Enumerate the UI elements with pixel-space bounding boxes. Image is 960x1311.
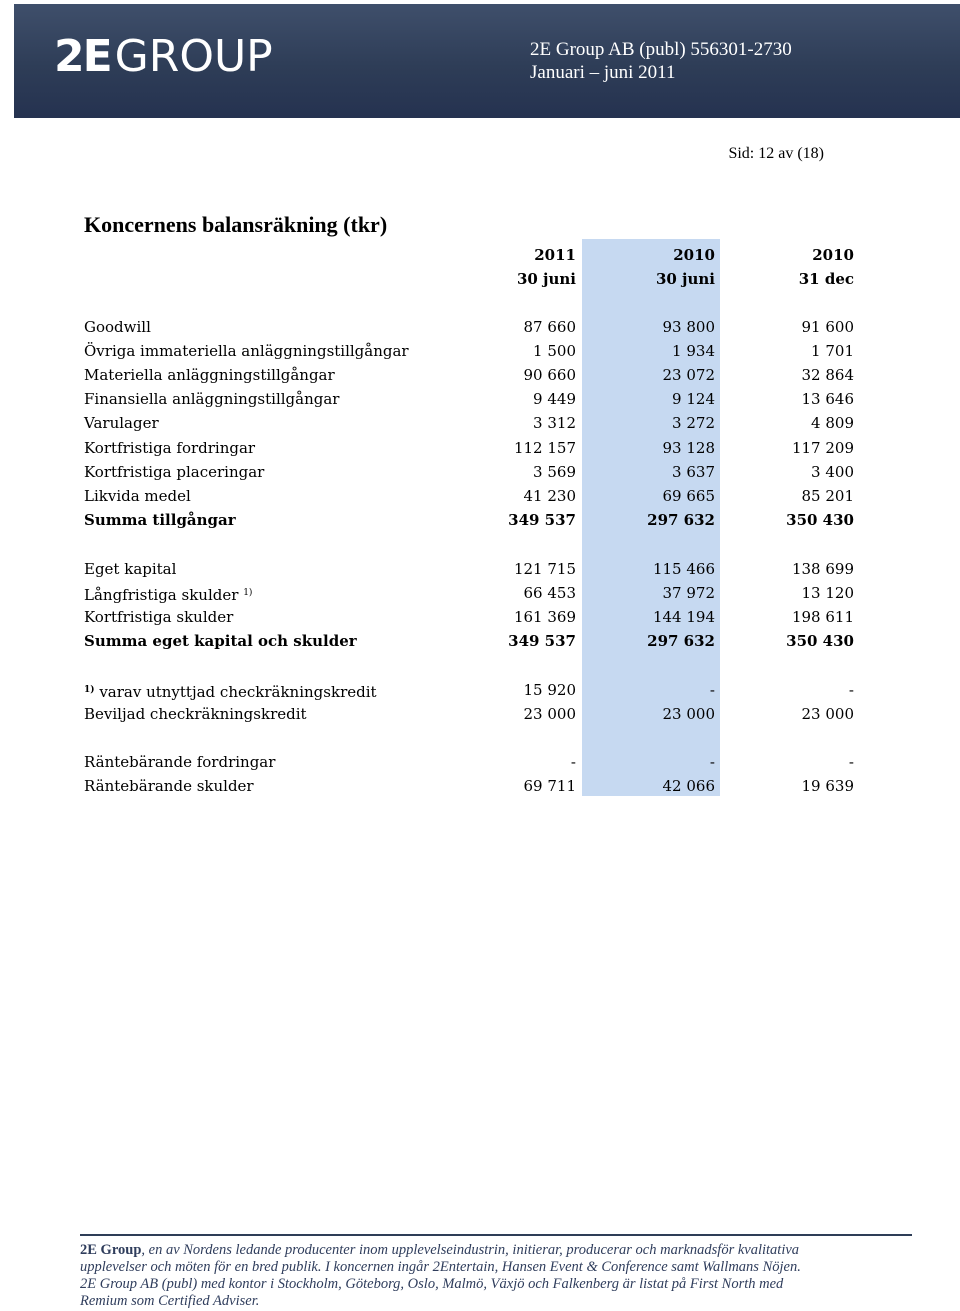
column-date-header — [84, 267, 860, 291]
row-label: Goodwill — [84, 318, 151, 336]
cell-value: 23 000 — [801, 705, 854, 723]
table-row — [84, 460, 860, 484]
row-label: Likvida medel — [84, 487, 191, 505]
footnote-mark: 1) — [84, 685, 95, 695]
footer-divider — [80, 1234, 912, 1236]
table-row — [84, 484, 860, 508]
table-row — [84, 339, 860, 363]
column-date: 31 dec — [798, 270, 854, 288]
cell-value: 69 711 — [523, 777, 576, 795]
row-label-text: Långfristiga skulder — [84, 586, 239, 604]
row-label: Finansiella anläggningstillgångar — [84, 390, 340, 408]
cell-value: - — [709, 753, 715, 771]
cell-value: 19 639 — [801, 777, 854, 795]
footer-line-4: Remium som Certified Adviser. — [80, 1293, 260, 1309]
column-year: 2011 — [534, 246, 576, 264]
cell-value: 9 449 — [533, 390, 576, 408]
footer-line-1-text: , en av Nordens ledande producenter inom upplevelseindustrin, initierar, producerar och marknadsför kvalitativa — [141, 1242, 800, 1258]
cell-value: 32 864 — [801, 366, 854, 384]
cell-value: 13 120 — [801, 584, 854, 602]
cell-value: 85 201 — [801, 487, 854, 505]
company-name-line: 2E Group AB (publ) 556301-2730 — [530, 39, 792, 60]
cell-value: 42 066 — [662, 777, 715, 795]
cell-value: 41 230 — [523, 487, 576, 505]
row-label — [84, 678, 377, 704]
cell-value: 93 128 — [662, 439, 715, 457]
row-label — [84, 581, 252, 607]
cell-value: 161 369 — [513, 608, 576, 626]
row-label: Kortfristiga fordringar — [84, 439, 256, 457]
cell-value: 1 500 — [533, 342, 576, 360]
row-label: Räntebärande skulder — [84, 777, 254, 795]
cell-value: 23 000 — [523, 705, 576, 723]
row-label: Kortfristiga placeringar — [84, 463, 265, 481]
cell-value: 37 972 — [662, 584, 715, 602]
footer-line-1 — [80, 1242, 910, 1259]
row-label: Materiella anläggningstillgångar — [84, 366, 335, 384]
column-year: 2010 — [812, 246, 854, 264]
row-label: Kortfristiga skulder — [84, 608, 234, 626]
cell-value: 138 699 — [791, 560, 854, 578]
table-row — [84, 363, 860, 387]
logo-word: GROUP — [114, 31, 273, 82]
table-row — [84, 702, 860, 726]
cell-value: 349 537 — [508, 511, 576, 529]
table-row — [84, 605, 860, 629]
footnote-mark: 1) — [243, 588, 253, 598]
row-label: Övriga immateriella anläggningstillgångar — [84, 342, 409, 360]
cell-value: 117 209 — [791, 439, 854, 457]
cell-value: 3 569 — [533, 463, 576, 481]
row-label: Summa tillgångar — [84, 511, 236, 529]
total-row — [84, 508, 860, 532]
row-label: Beviljad checkräkningskredit — [84, 705, 307, 723]
company-logo — [54, 32, 273, 82]
row-label: Eget kapital — [84, 560, 177, 578]
cell-value: 144 194 — [652, 608, 715, 626]
column-date: 30 juni — [655, 270, 715, 288]
logo-mark: 2E — [54, 31, 111, 82]
cell-value: 15 920 — [523, 681, 576, 699]
cell-value: - — [848, 753, 854, 771]
table-row — [84, 411, 860, 435]
cell-value: 23 072 — [662, 366, 715, 384]
footer-line-2: upplevelser och möten för en bred publik. I koncernen ingår 2Entertain, Hansen Event & Conference samt Wallmans Nöjen. — [80, 1259, 801, 1275]
column-date: 30 juni — [516, 270, 576, 288]
row-label: Räntebärande fordringar — [84, 753, 276, 771]
cell-value: 3 637 — [672, 463, 715, 481]
cell-value: 9 124 — [672, 390, 715, 408]
row-label: Summa eget kapital och skulder — [84, 632, 357, 650]
table-row — [84, 750, 860, 774]
cell-value: 3 400 — [811, 463, 854, 481]
header-banner — [14, 4, 960, 118]
page-title: Koncernens balansräkning (tkr) — [84, 212, 388, 237]
cell-value: 1 934 — [672, 342, 715, 360]
cell-value: - — [709, 681, 715, 699]
cell-value: 350 430 — [786, 511, 854, 529]
cell-value: 3 312 — [533, 414, 576, 432]
footer-line-3: 2E Group AB (publ) med kontor i Stockholm, Göteborg, Oslo, Malmö, Växjö och Falkenberg är listat på First North med — [80, 1276, 784, 1292]
table-row — [84, 678, 860, 702]
footer-text — [80, 1242, 910, 1310]
cell-value: 87 660 — [523, 318, 576, 336]
cell-value: 93 800 — [662, 318, 715, 336]
table-row — [84, 315, 860, 339]
cell-value: 66 453 — [523, 584, 576, 602]
cell-value: - — [570, 753, 576, 771]
cell-value: 23 000 — [662, 705, 715, 723]
report-period-line: Januari – juni 2011 — [530, 62, 676, 83]
cell-value: 349 537 — [508, 632, 576, 650]
column-year-header — [84, 243, 860, 267]
table-row — [84, 581, 860, 605]
total-row — [84, 629, 860, 653]
cell-value: 121 715 — [513, 560, 576, 578]
column-year: 2010 — [673, 246, 715, 264]
cell-value: 3 272 — [672, 414, 715, 432]
row-label-text: varav utnyttjad checkräkningskredit — [99, 683, 377, 701]
cell-value: 4 809 — [811, 414, 854, 432]
cell-value: 198 611 — [791, 608, 854, 626]
table-row — [84, 436, 860, 460]
table-row — [84, 557, 860, 581]
table-row — [84, 387, 860, 411]
cell-value: 297 632 — [647, 632, 715, 650]
row-label: Varulager — [84, 414, 159, 432]
cell-value: - — [848, 681, 854, 699]
page-number: Sid: 12 av (18) — [728, 145, 824, 162]
cell-value: 297 632 — [647, 511, 715, 529]
cell-value: 115 466 — [652, 560, 715, 578]
cell-value: 350 430 — [786, 632, 854, 650]
cell-value: 91 600 — [801, 318, 854, 336]
cell-value: 69 665 — [662, 487, 715, 505]
table-row — [84, 774, 860, 798]
cell-value: 13 646 — [801, 390, 854, 408]
cell-value: 112 157 — [513, 439, 576, 457]
cell-value: 90 660 — [523, 366, 576, 384]
company-info — [530, 38, 792, 84]
footer-company-name: 2E Group — [80, 1242, 142, 1258]
cell-value: 1 701 — [811, 342, 854, 360]
